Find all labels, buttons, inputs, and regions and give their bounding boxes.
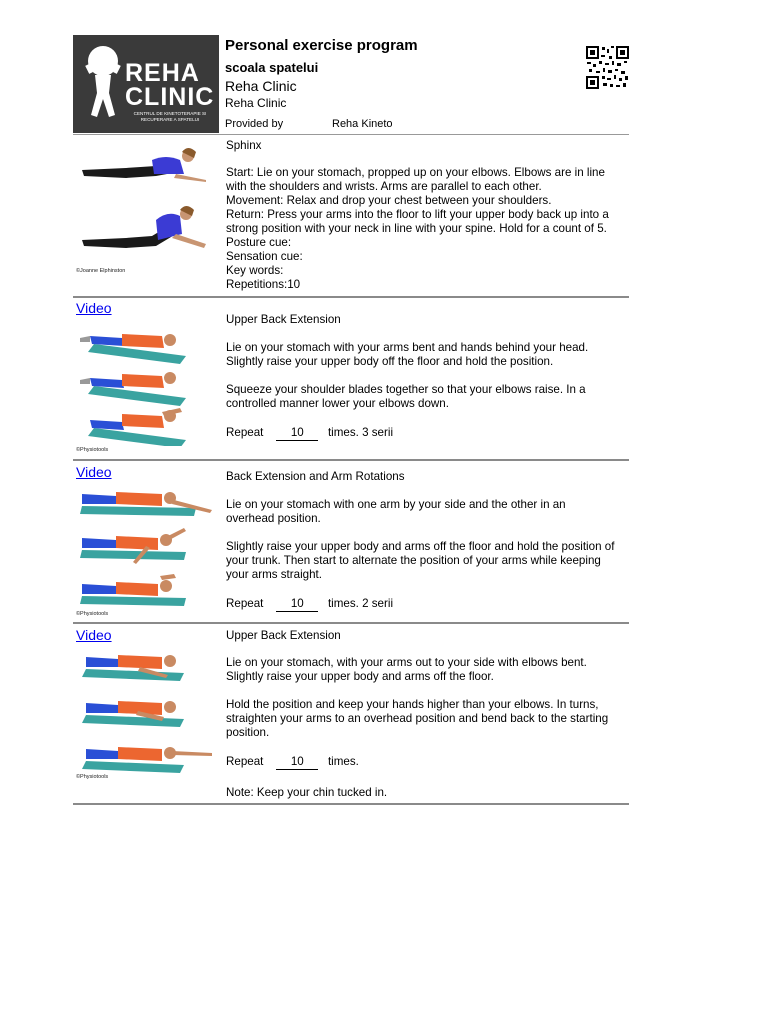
header-divider bbox=[73, 134, 629, 135]
exercise-instruction-line: your arms straight. bbox=[226, 568, 322, 581]
back-extension-arm-rotations-image bbox=[76, 482, 216, 610]
exercise-instruction-line: Slightly raise your upper body off the floor and hold the position. bbox=[226, 355, 554, 368]
exercise-name: Back Extension and Arm Rotations bbox=[226, 470, 405, 483]
exercise-instruction-line: Hold the position and keep your hands higher than your elbows. In turns, bbox=[226, 698, 599, 711]
exercise-divider bbox=[73, 459, 629, 461]
exercise-instruction-line: Start: Lie on your stomach, propped up on your elbows. Elbows are in line bbox=[226, 166, 605, 179]
qr-code-icon bbox=[585, 45, 630, 90]
upper-back-extension-image bbox=[76, 322, 206, 446]
exercise-instruction-line: Squeeze your shoulder blades together so that your elbows raise. In a bbox=[226, 383, 586, 396]
exercise-note: Note: Keep your chin tucked in. bbox=[226, 786, 388, 799]
repeat-count: 10 bbox=[276, 755, 318, 770]
exercise-name: Upper Back Extension bbox=[226, 629, 341, 642]
posture-cue: Posture cue: bbox=[226, 236, 292, 249]
exercise-instruction-line: Slightly raise your upper body and arms off the floor and hold the position of bbox=[226, 540, 615, 553]
document-title: Personal exercise program bbox=[225, 37, 418, 54]
exercise-instruction-line: Lie on your stomach with one arm by your side and the other in an bbox=[226, 498, 566, 511]
logo-tagline: CENTRUL DE KINETOTERAPIE SI RECUPERARE A SPATELUI bbox=[133, 111, 207, 122]
image-credit: ©Physiotools bbox=[76, 611, 109, 617]
exercise-instruction-line: straighten your arms to an overhead position and bend back to the starting bbox=[226, 712, 609, 725]
repetitions: Repetitions:10 bbox=[226, 278, 301, 291]
repeat-count: 10 bbox=[276, 426, 318, 441]
provided-by-label: Provided by bbox=[225, 118, 284, 130]
exercise-instruction-line: overhead position. bbox=[226, 512, 321, 525]
repeat-label: Repeat bbox=[226, 755, 264, 768]
clinic-name: Reha Clinic bbox=[225, 78, 297, 94]
repeat-instruction bbox=[226, 597, 393, 612]
repeat-instruction bbox=[226, 755, 359, 770]
repeat-label: Repeat bbox=[226, 597, 264, 610]
image-credit: ©Physiotools bbox=[76, 774, 109, 780]
sphinx-exercise-image bbox=[76, 142, 216, 264]
upper-back-extension-arms-out-image bbox=[76, 645, 216, 775]
provided-by-value: Reha Kineto bbox=[332, 118, 393, 130]
exercise-instruction-line: with the shoulders and wrists. Arms are parallel to each other. bbox=[226, 180, 542, 193]
exercise-instruction-line: Return: Press your arms into the floor to lift your upper body back up into a bbox=[226, 208, 609, 221]
repeat-suffix: times. bbox=[327, 755, 359, 768]
exercise-instruction-line: Movement: Relax and drop your chest between your shoulders. bbox=[226, 194, 552, 207]
key-words: Key words: bbox=[226, 264, 284, 277]
exercise-instruction-line: strong position with your neck in line with your spine. Hold for a count of 5. bbox=[226, 222, 607, 235]
exercise-instruction-line: Slightly raise your upper body and arms off the floor. bbox=[226, 670, 494, 683]
image-credit: ©Physiotools bbox=[76, 447, 109, 453]
repeat-count: 10 bbox=[276, 597, 318, 612]
repeat-suffix: times. 2 serii bbox=[327, 597, 394, 610]
repeat-suffix: times. 3 serii bbox=[327, 426, 394, 439]
video-link[interactable]: Video bbox=[76, 464, 112, 480]
exercise-instruction-line: Lie on your stomach, with your arms out to your side with elbows bent. bbox=[226, 656, 587, 669]
exercise-instruction-line: position. bbox=[226, 726, 270, 739]
exercise-name: Upper Back Extension bbox=[226, 313, 341, 326]
video-link[interactable]: Video bbox=[76, 627, 112, 643]
exercise-divider bbox=[73, 622, 629, 624]
sensation-cue: Sensation cue: bbox=[226, 250, 303, 263]
program-subtitle: scoala spatelui bbox=[225, 60, 319, 75]
image-credit: ©Joanne Elphinston bbox=[76, 268, 126, 274]
reha-clinic-logo bbox=[73, 35, 219, 133]
exercise-instruction-line: Lie on your stomach with your arms bent and hands behind your head. bbox=[226, 341, 589, 354]
logo-brand-line1: REHA bbox=[125, 59, 200, 87]
exercise-name: Sphinx bbox=[226, 139, 262, 152]
exercise-instruction-line: your trunk. Then start to alternate the position of your arms while keeping bbox=[226, 554, 601, 567]
exercise-divider bbox=[73, 296, 629, 298]
exercise-instruction-line: controlled manner lower your elbows down. bbox=[226, 397, 449, 410]
repeat-label: Repeat bbox=[226, 426, 264, 439]
logo-brand-line2: CLINIC bbox=[125, 83, 215, 111]
video-link[interactable]: Video bbox=[76, 300, 112, 316]
atlas-figure-icon bbox=[81, 45, 125, 127]
repeat-instruction bbox=[226, 426, 393, 441]
clinic-name-secondary: Reha Clinic bbox=[225, 96, 287, 110]
exercise-divider bbox=[73, 803, 629, 805]
